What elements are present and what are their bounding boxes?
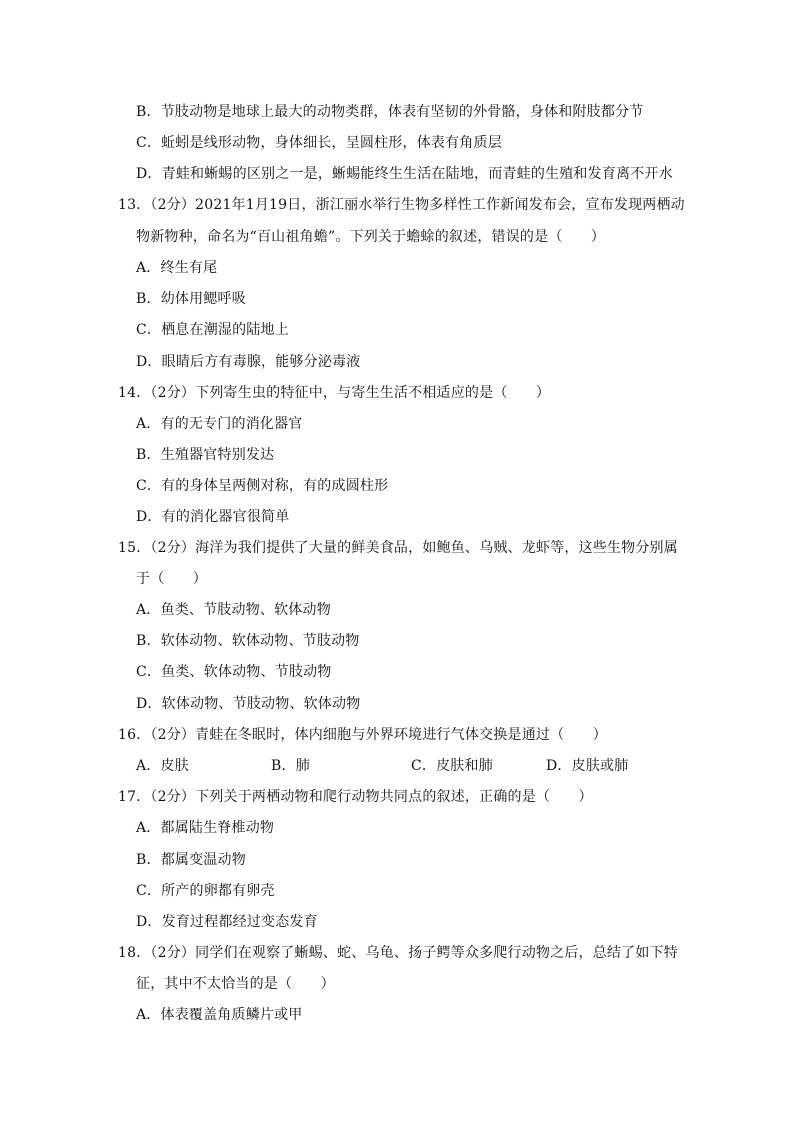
option-12-b: B．节肢动物是地球上最大的动物类群，体表有坚韧的外骨骼，身体和附肢都分节 <box>136 104 644 120</box>
option-12-c: C．蚯蚓是线形动物，身体细长，呈圆柱形，体表有角质层 <box>136 135 502 151</box>
option-14-a: A．有的无专门的消化器官 <box>136 416 303 432</box>
option-17-b: B．都属变温动物 <box>136 852 246 868</box>
option-17-a: A．都属陆生脊椎动物 <box>136 820 275 836</box>
option-13-a: A．终生有尾 <box>136 260 218 276</box>
option-15-b: B．软体动物、软体动物、节肢动物 <box>136 633 360 649</box>
question-13-stem-cont: 物新物种，命名为“百山祖角蟾”。下列关于蟾蜍的叙述，错误的是（ ） <box>136 229 606 245</box>
question-14-stem: 14．（2分）下列寄生虫的特征中，与寄生生活不相适应的是（ ） <box>118 385 551 401</box>
question-13-stem: 13．（2分）2021年1月19日，浙江丽水举行生物多样性工作新闻发布会，宣布发现两栖动 <box>118 197 685 213</box>
option-13-b: B．幼体用鳃呼吸 <box>136 291 246 307</box>
option-14-c: C．有的身体呈两侧对称，有的成圆柱形 <box>136 478 389 494</box>
option-15-c: C．鱼类、软体动物、节肢动物 <box>136 664 332 680</box>
question-15-stem: 15．（2分）海洋为我们提供了大量的鲜美食品，如鲍鱼、乌贼、龙虾等，这些生物分别属 <box>118 540 678 556</box>
option-12-d: D．青蛙和蜥蜴的区别之一是，蜥蜴能终生生活在陆地，而青蛙的生殖和发育离不开水 <box>136 166 673 182</box>
option-14-b: B．生殖器官特别发达 <box>136 447 275 463</box>
option-16-b: B．肺 <box>271 758 310 774</box>
option-16-d: D．皮肤或肺 <box>546 758 629 774</box>
question-17-stem: 17．（2分）下列关于两栖动物和爬行动物共同点的叙述，正确的是（ ） <box>118 789 593 805</box>
option-16-c: C．皮肤和肺 <box>411 758 493 774</box>
option-18-a: A．体表覆盖角质鳞片或甲 <box>136 1007 303 1023</box>
option-17-c: C．所产的卵都有卵壳 <box>136 883 275 899</box>
option-17-d: D．发育过程都经过变态发育 <box>136 914 318 930</box>
question-18-stem: 18．（2分）同学们在观察了蜥蜴、蛇、乌龟、扬子鳄等众多爬行动物之后，总结了如下特 <box>118 945 678 961</box>
option-13-c: C．栖息在潮湿的陆地上 <box>136 322 289 338</box>
option-16-a: A．皮肤 <box>136 758 189 774</box>
option-14-d: D．有的消化器官很简单 <box>136 509 290 525</box>
option-13-d: D．眼睛后方有毒腺，能够分泌毒液 <box>136 354 361 370</box>
question-16-stem: 16．（2分）青蛙在冬眠时，体内细胞与外界环境进行气体交换是通过（ ） <box>118 727 607 743</box>
option-15-a: A．鱼类、节肢动物、软体动物 <box>136 602 331 618</box>
question-18-stem-cont: 征，其中不太恰当的是（ ） <box>136 976 335 992</box>
question-15-stem-cont: 于（ ） <box>136 571 207 587</box>
option-15-d: D．软体动物、节肢动物、软体动物 <box>136 696 361 712</box>
